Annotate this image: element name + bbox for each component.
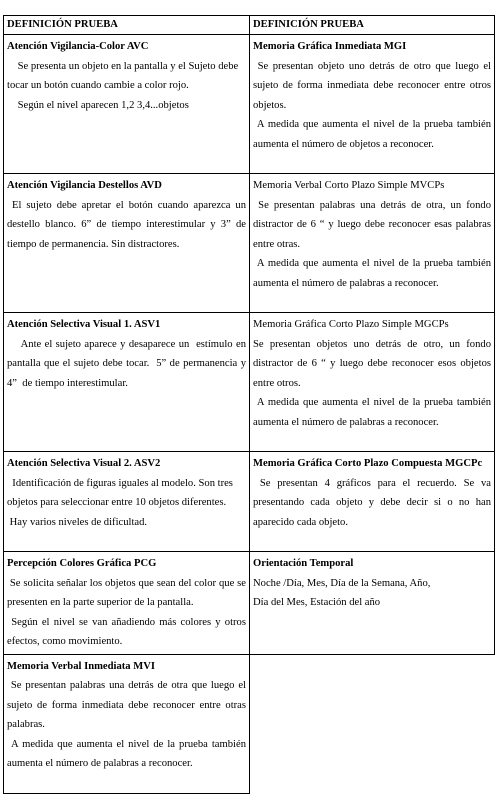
test-description: Identificación de figuras iguales al modelo. Son tres objetos para seleccionar entre 10 objetos diferentes. — [7, 477, 236, 508]
test-description: Se presentan palabras una detrás de otra, un fondo distractor de 6 “ y luego debe reconocer esas palabras entre otras. — [253, 199, 494, 250]
test-description: Noche /Día, Mes, Día de la Semana, Año, — [253, 577, 431, 589]
test-cell-mgcps — [250, 313, 495, 452]
table-row — [4, 452, 495, 552]
test-description: Día del Mes, Estación del año — [253, 597, 381, 608]
table-row — [4, 313, 495, 452]
test-description: Se presentan 4 gráficos para el recuerdo. Se va presentando cada objeto y debe decir si o no han aparecido cada objeto. — [253, 477, 494, 528]
test-title: Memoria Verbal Inmediata MVI — [7, 660, 156, 672]
test-description: Se presentan objeto uno detrás de otro que luego el sujeto de forma inmediata debe reconocer entre otros objetos. — [253, 60, 494, 111]
test-title: Memoria Gráfica Corto Plazo Compuesta MGCPc — [253, 458, 483, 469]
test-cell-pcg — [4, 552, 250, 655]
test-description: Según el nivel aparecen 1,2 3,4...objetos — [7, 99, 189, 111]
test-description: Hay varios niveles de dificultad. — [7, 516, 148, 528]
test-definitions-table — [3, 15, 495, 794]
test-cell-asv1 — [4, 313, 250, 452]
test-description: Se presentan palabras una detrás de otra que luego el sujeto de forma inmediata debe reconocer entre otras palabras. — [7, 680, 252, 730]
test-cell-mgi — [250, 35, 495, 174]
header-cell-left: DEFINICIÓN PRUEBA — [4, 16, 250, 35]
test-title: Orientación Temporal — [253, 558, 354, 569]
test-title: Atención Vigilancia Destellos AVD — [7, 180, 162, 191]
test-description: A medida que aumenta el nivel de la prueba también aumenta el número de palabras a reconocer. — [253, 258, 494, 289]
test-cell-mgcpc — [250, 452, 495, 552]
table-row — [4, 35, 495, 174]
test-description: Se presenta un objeto en la pantalla y el Sujeto debe tocar un botón cuando cambie a color rojo. — [7, 60, 241, 91]
test-description: El sujeto debe apretar el botón cuando aparezca un destello blanco. 6” de tiempo interestimular y 3” de tiempo de permanencia. Sin distractores. — [7, 199, 249, 250]
test-description: A medida que aumenta el nivel de la prueba también aumenta el número de palabras a reconocer. — [253, 397, 494, 428]
test-title: Atención Selectiva Visual 1. ASV1 — [7, 319, 161, 330]
test-title: Atención Selectiva Visual 2. ASV2 — [7, 458, 161, 469]
test-description: Ante el sujeto aparece y desaparece un estímulo en pantalla que el sujeto debe tocar. 5” de permanencia y 4” de tiempo interestimular. — [7, 338, 249, 389]
header-row — [4, 16, 495, 35]
test-cell-mvcps — [250, 174, 495, 313]
empty-cell — [250, 654, 495, 793]
test-cell-asv2 — [4, 452, 250, 552]
test-description: Se presentan objetos uno detrás de otro, un fondo distractor de 6 “ y luego debe reconocer esos objetos entre otros. — [253, 338, 494, 389]
table-row — [4, 654, 495, 793]
test-title: Atención Vigilancia-Color AVC — [7, 41, 149, 52]
table-row — [4, 174, 495, 313]
test-description: A medida que aumenta el nivel de la prueba también aumenta el número de objetos a reconocer. — [253, 119, 494, 150]
test-cell-avd — [4, 174, 250, 313]
test-cell-avc — [4, 35, 250, 174]
table-row — [4, 552, 495, 655]
test-cell-mvi — [4, 654, 250, 793]
test-description: Se solicita señalar los objetos que sean del color que se presenten en la parte superior de la pantalla. — [7, 577, 252, 608]
test-title: Memoria Verbal Corto Plazo Simple MVCPs — [253, 180, 445, 191]
test-title: Memoria Gráfica Inmediata MGI — [253, 41, 407, 52]
test-description: Según el nivel se van añadiendo más colores y otros efectos, como movimiento. — [7, 616, 249, 647]
header-cell-right: DEFINICIÓN PRUEBA — [250, 16, 495, 35]
test-description: A medida que aumenta el nivel de la prueba también aumenta el número de palabras a reconocer. — [7, 738, 249, 769]
test-title: Memoria Gráfica Corto Plazo Simple MGCPs — [253, 319, 449, 330]
test-title: Percepción Colores Gráfica PCG — [7, 558, 157, 569]
test-cell-orientacion — [250, 552, 495, 655]
